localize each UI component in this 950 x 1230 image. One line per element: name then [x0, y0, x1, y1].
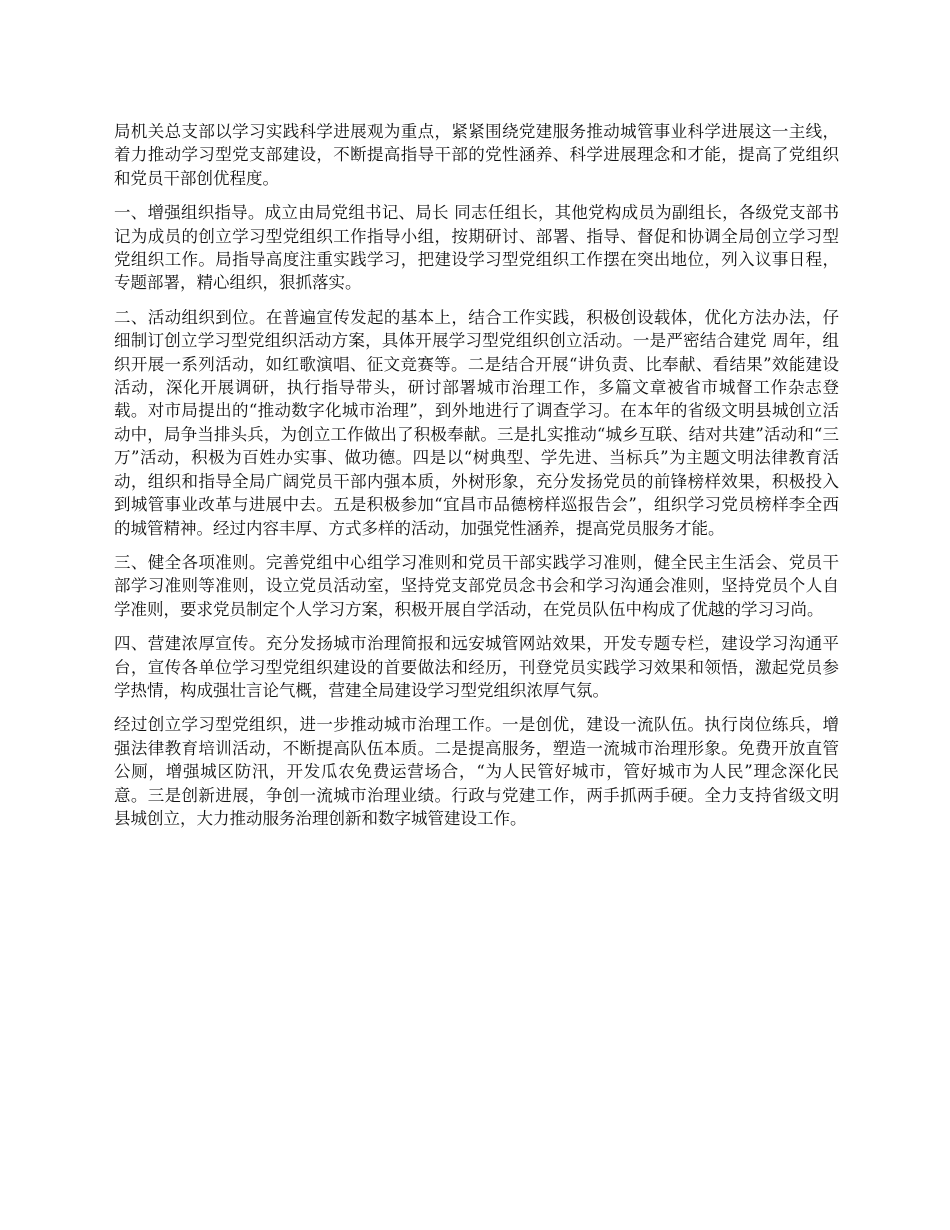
section-activity-organization: 二、活动组织到位。在普遍宣传发起的基本上，结合工作实践，积极创设载体，优化方法办法，仔细制订创立学习型党组织活动方案，具体开展学习型党组织创立活动。一是严密结合建党 周年，组织开展一系列活动，如红歌演唱、征文竞赛等。二是结合开展“讲负责、比奉献、看结果”效能建设活动，深化开展调研，执行指导带头，研讨部署城市治理工作，多篇文章被省市城督工作杂志登载。对市局提出的“推动数字化城市治理”，到外地进行了调查学习。在本年的省级文明县城创立活动中，局争当排头兵，为创立工作做出了积极奉献。三是扎实推动“城乡互联、结对共建”活动和“三万”活动，积极为百姓办实事、做功德。四是以“树典型、学先进、当标兵”为主题文明法律教育活动，组织和指导全局广阔党员干部内强本质，外树形象，充分发扬党员的前锋榜样效果，积极投入到城管事业改革与进展中去。五是积极参加“宜昌市品德榜样巡报告会”，组织学习党员榜样李全西的城管精神。经过内容丰厚、方式多样的活动，加强党性涵养，提高党员服务才能。: [114, 307, 839, 538]
document-body: [114, 120, 839, 841]
section-rules-improvement: 三、健全各项准则。完善党组中心组学习准则和党员干部实践学习准则，健全民主生活会、党员干部学习准则等准则，设立党员活动室，坚持党支部党员念书会和学习沟通会准则，坚持党员个人自学准则，要求党员制定个人学习方案，积极开展自学活动，在党员队伍中构成了优越的学习习尚。: [114, 552, 839, 619]
conclusion-paragraph: 经过创立学习型党组织，进一步推动城市治理工作。一是创优，建设一流队伍。执行岗位练兵，增强法律教育培训活动，不断提高队伍本质。二是提高服务，塑造一流城市治理形象。免费开放直管公厕，增强城区防汛，开发瓜农免费运营场合，“为人民管好城市，管好城市为人民”理念深化民意。三是创新进展，争创一流城市治理业绩。行政与党建工作，两手抓两手硬。全力支持省级文明县城创立，大力推动服务治理创新和数字城管建设工作。: [114, 715, 839, 828]
section-publicity: 四、营建浓厚宣传。充分发扬城市治理简报和远安城管网站效果，开发专题专栏，建设学习沟通平台，宣传各单位学习型党组织建设的首要做法和经历，刊登党员实践学习效果和领悟，激起党员参学热情，构成强壮言论气概，营建全局建设学习型党组织浓厚气氛。: [114, 634, 839, 700]
intro-paragraph: 局机关总支部以学习实践科学进展观为重点，紧紧围绕党建服务推动城管事业科学进展这一主线，着力推动学习型党支部建设，不断提高指导干部的党性涵养、科学进展理念和才能，提高了党组织和党员干部创优程度。: [114, 122, 839, 188]
section-organization-leadership: 一、增强组织指导。成立由局党组书记、局长 同志任组长，其他党构成员为副组长，各级党支部书记为成员的创立学习型党组织工作指导小组，按期研讨、部署、指导、督促和协调全局创立学习型党组织工作。局指导高度注重实践学习，把建设学习型党组织工作摆在突出地位，列入议事日程，专题部署，精心组织，狠抓落实。: [114, 203, 839, 293]
